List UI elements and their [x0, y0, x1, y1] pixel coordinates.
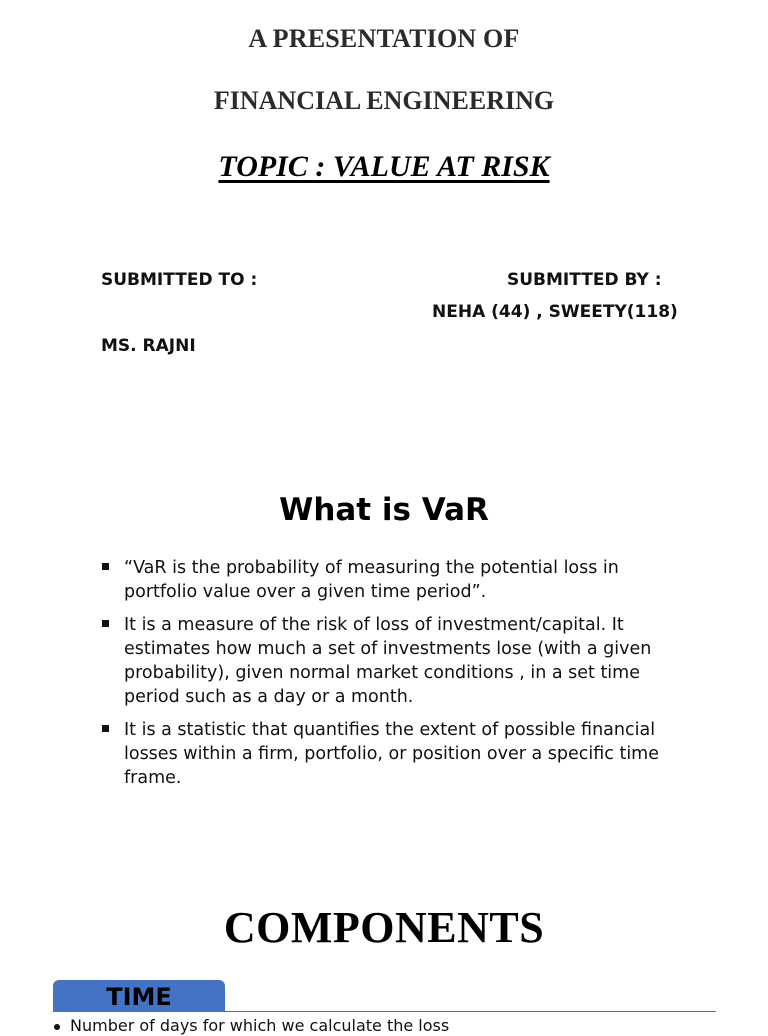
presentation-heading: A PRESENTATION OF — [248, 24, 520, 53]
title-slide — [0, 0, 768, 430]
components-slide — [0, 860, 768, 1035]
tab-divider — [53, 1011, 716, 1012]
list-item — [100, 718, 680, 790]
square-bullet-icon — [102, 620, 109, 627]
list-item — [100, 556, 680, 604]
submitted-to-name: MS. RAJNI — [101, 336, 196, 356]
submitted-by-names: NEHA (44) , SWEETY(118) — [432, 302, 678, 322]
round-bullet-icon — [54, 1024, 60, 1030]
topic-heading: TOPIC : VALUE AT RISK — [218, 150, 550, 183]
what-is-var-slide — [0, 430, 768, 860]
square-bullet-icon — [102, 563, 109, 570]
list-item — [54, 1016, 449, 1036]
list-item — [100, 613, 680, 709]
submitted-to-label: SUBMITTED TO : — [101, 270, 258, 290]
bullet-text: “VaR is the probability of measuring the potential loss in portfolio value over a given time period”. — [124, 558, 619, 602]
time-tab: TIME — [53, 980, 225, 1012]
bullet-text: Number of days for which we calculate the loss — [70, 1016, 450, 1035]
bullet-list — [100, 556, 680, 799]
bullet-text: It is a statistic that quantifies the extent of possible financial losses within a firm, portfolio, or position over a specific time frame. — [124, 720, 659, 788]
slide-title: COMPONENTS — [223, 903, 545, 952]
square-bullet-icon — [102, 725, 109, 732]
slide-title: What is VaR — [279, 492, 489, 528]
bullet-text: It is a measure of the risk of loss of investment/capital. It estimates how much a set of investments lose (with a given probability), given normal market conditions , in a set time period such as a day or a month. — [124, 615, 652, 707]
submitted-by-label: SUBMITTED BY : — [507, 270, 662, 290]
subject-heading: FINANCIAL ENGINEERING — [213, 86, 555, 115]
